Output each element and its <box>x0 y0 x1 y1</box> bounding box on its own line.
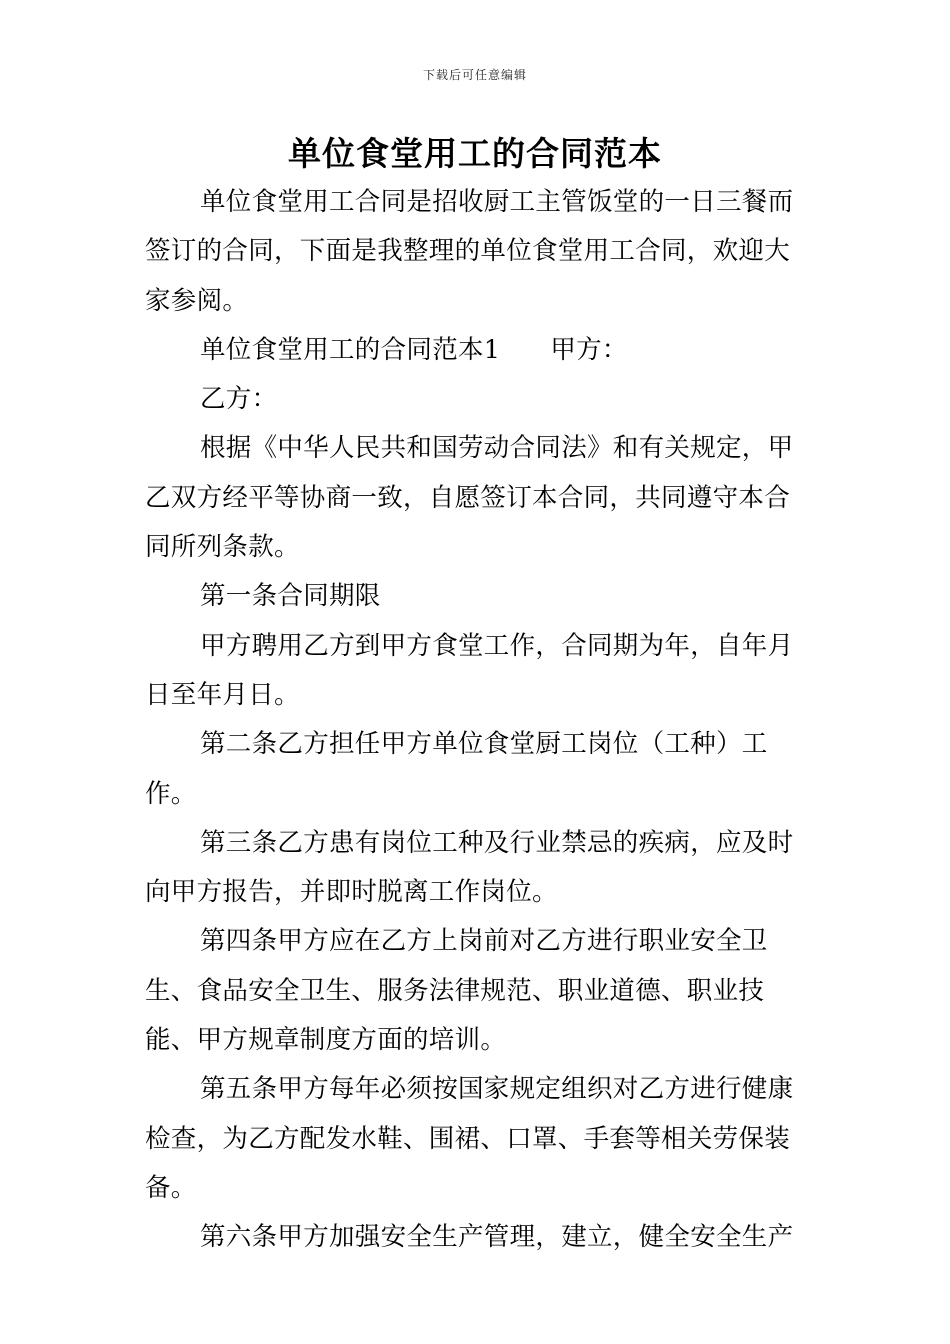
article-3-paragraph: 第三条乙方患有岗位工种及行业禁忌的疾病，应及时向甲方报告，并即时脱离工作岗位。 <box>145 827 794 908</box>
article-1-heading: 第一条合同期限 <box>200 581 381 612</box>
article-4-paragraph: 第四条甲方应在乙方上岗前对乙方进行职业安全卫生、食品安全卫生、服务法律规范、职业道德、职业技能、甲方规章制度方面的培训。 <box>145 926 768 1056</box>
intro-paragraph: 单位食堂用工合同是招收厨工主管饭堂的一日三餐而签订的合同，下面是我整理的单位食堂用工合同，欢迎大家参阅。 <box>145 187 794 316</box>
article-1-paragraph: 甲方聘用乙方到甲方食堂工作，合同期为年，自年月日至年月日。 <box>145 630 794 710</box>
header-note: 下载后可任意编辑 <box>422 68 527 82</box>
section-heading <box>145 326 810 375</box>
article-6-paragraph: 第六条甲方加强安全生产管理，建立，健全安全生产 <box>200 1222 794 1253</box>
party-a-label: 甲方： <box>550 334 628 365</box>
section-label: 单位食堂用工的合同范本1 <box>200 334 501 365</box>
article-5-paragraph: 第五条甲方每年必须按国家规定组织对乙方进行健康检查，为乙方配发水鞋、围裙、口罩、手套等相关劳保装备。 <box>145 1074 794 1203</box>
page-title: 单位食堂用工的合同范本 <box>288 134 662 173</box>
preamble-paragraph: 根据《中华人民共和国劳动合同法》和有关规定，甲乙双方经平等协商一致，自愿签订本合同，共同遵守本合同所列条款。 <box>145 433 794 563</box>
article-2-paragraph: 第二条乙方担任甲方单位食堂厨工岗位（工种）工作。 <box>145 729 768 809</box>
party-b-label: 乙方： <box>200 384 278 415</box>
document-body <box>145 178 810 1263</box>
